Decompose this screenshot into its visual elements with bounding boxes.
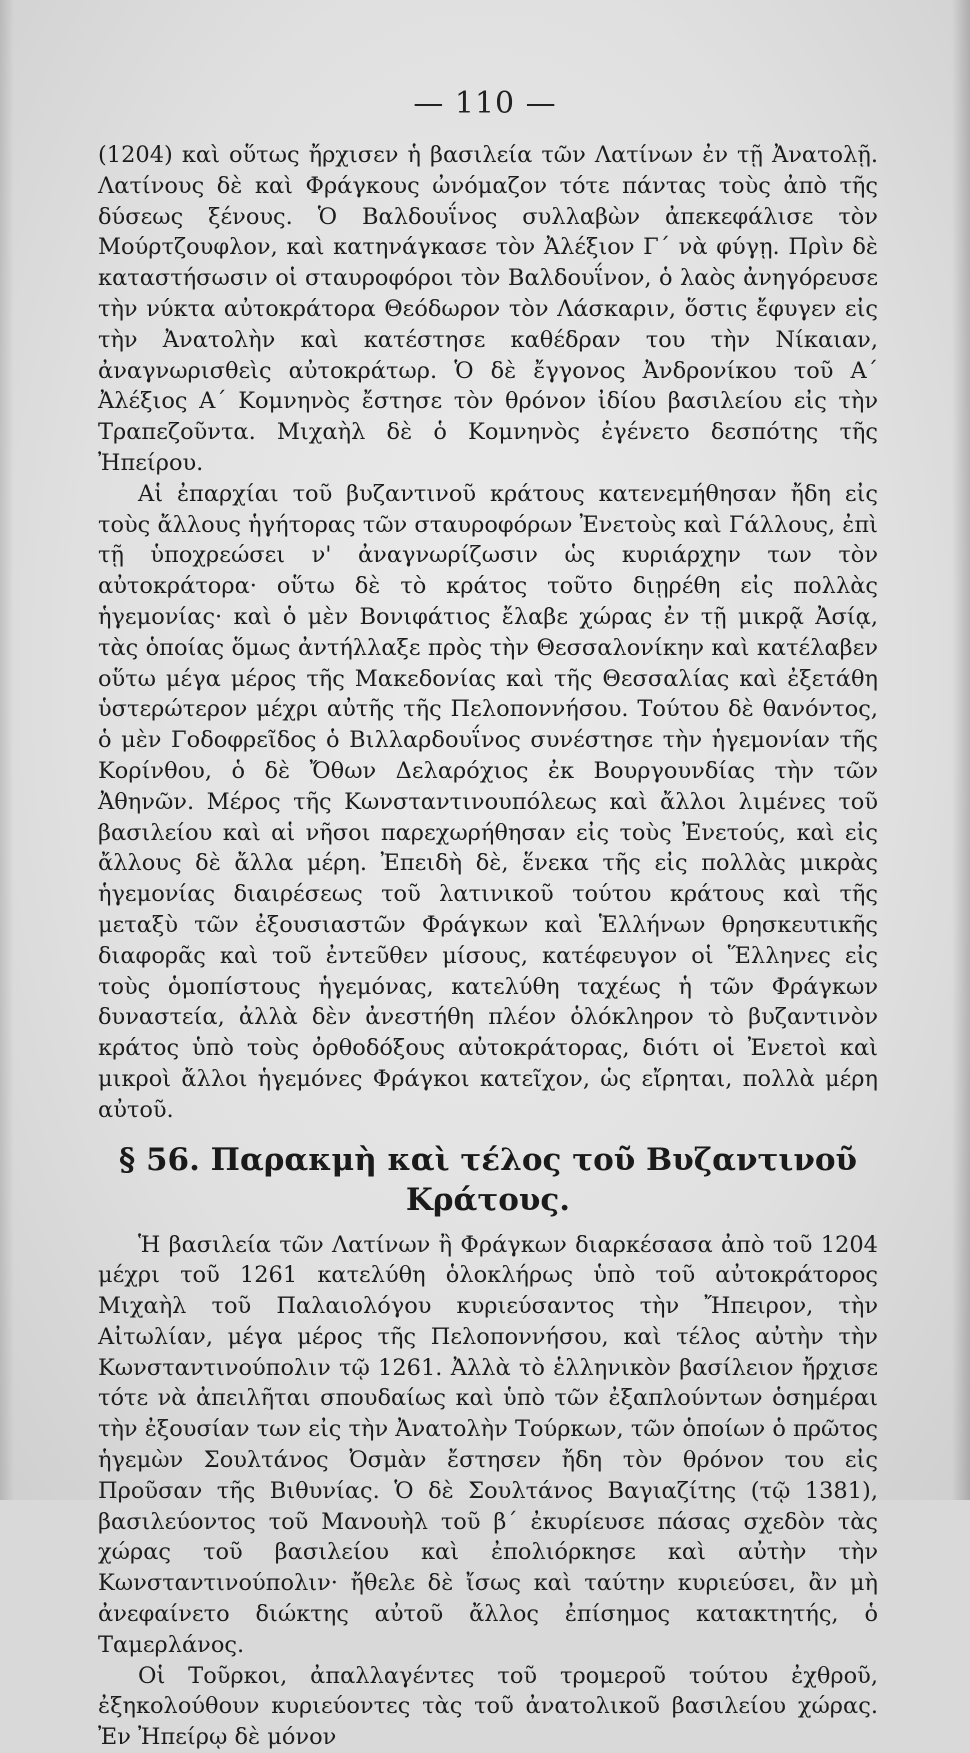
paragraph-1: (1204) καὶ οὕτως ἤρχισεν ἡ βασιλεία τῶν Λατίνων ἐν τῇ Ἀνατολῇ. Λατίνους δὲ καὶ Φράγκους ὠνόμαζον τότε πάντας τοὺς ἀπὸ τῆς δύσεως ξένους. Ὁ Βαλδουΐνος συλλαβὼν ἀπεκεφάλισε τὸν Μούρτζουφλον, καὶ κατηνάγκασε τὸν Ἀλέξιον Γ΄ νὰ φύγῃ. Πρὶν δὲ καταστήσωσιν οἱ σταυροφόροι τὸν Βαλδουΐνον, ὁ λαὸς ἀνηγόρευσε τὴν νύκτα αὐτοκράτορα Θεόδωρον τὸν Λάσκαριν, ὅστις ἔφυγεν εἰς τὴν Ἀνατολὴν καὶ κατέστησε καθέδραν του τὴν Νίκαιαν, ἀναγνωρισθεὶς αὐτοκράτωρ. Ὁ δὲ ἔγγονος Ἀνδρονίκου τοῦ Α΄ Ἀλέξιος Α΄ Κομνηνὸς ἔστησε τὸν θρόνον ἰδίου βασιλείου εἰς τὴν Τραπεζοῦντα. Μιχαὴλ δὲ ὁ Κομνηνὸς ἐγένετο δεσπότης τῆς Ἠπείρου. — [98, 142, 878, 476]
page-number: — 110 — — [413, 86, 557, 121]
paragraph-3: Ἡ βασιλεία τῶν Λατίνων ἢ Φράγκων διαρκέσασα ἀπὸ τοῦ 1204 μέχρι τοῦ 1261 κατελύθη ὁλοκλήρως ὑπὸ τοῦ αὐτοκράτορος Μιχαὴλ τοῦ Παλαιολόγου κυριεύσαντος τὴν Ἤπειρον, τὴν Αἰτωλίαν, μέγα μέρος τῆς Πελοποννήσου, καὶ τέλος αὐτὴν τὴν Κωνσταντινούπολιν τῷ 1261. Ἀλλὰ τὸ ἑλληνικὸν βασίλειον ἤρχισε τότε νὰ ἀπειλῆται σπουδαίως καὶ ὑπὸ τῶν ἐξαπλούντων ὁσημέραι τὴν ἐξουσίαν των εἰς τὴν Ἀνατολὴν Τούρκων, τῶν ὁποίων ὁ πρῶτος ἡγεμὼν Σουλτάνος Ὀσμὰν ἔστησεν ἤδη τὸν θρόνον του εἰς Προῦσαν τῆς Βιθυνίας. Ὁ δὲ Σουλτάνος Βαγιαζίτης (τῷ 1381), βασιλεύοντος τοῦ Μανουὴλ τοῦ β΄ ἐκυρίευσε πάσας σχεδὸν τὰς χώρας τοῦ βασιλείου καὶ ἐπολιόρκησε καὶ αὐτὴν τὴν Κωνσταντινούπολιν· ἤθελε δὲ ἴσως καὶ ταύτην κυριεύσει, ἂν μὴ ἀνεφαίνετο διώκτης αὐτοῦ ἄλλος ἐπίσημος κατακτητής, ὁ Ταμερλάνος. — [98, 1231, 878, 1658]
section-heading: § 56. Παρακμὴ καὶ τέλος τοῦ Βυζαντινοῦ Κράτους. — [118, 1141, 858, 1218]
page-edge-shadow-right — [952, 0, 970, 1500]
paragraph-4: Οἱ Τοῦρκοι, ἀπαλλαγέντες τοῦ τρομεροῦ τούτου ἐχθροῦ, ἐξηκολούθουν κυριεύοντες τὰς τοῦ ἀνατολικοῦ βασιλείου χώρας. Ἐν Ἠπείρῳ δὲ μόνον — [98, 1662, 878, 1751]
paragraph-2: Αἱ ἐπαρχίαι τοῦ βυζαντινοῦ κράτους κατενεμήθησαν ἤδη εἰς τοὺς ἄλλους ἡγήτορας τῶν σταυροφόρων Ἐνετοὺς καὶ Γάλλους, ἐπὶ τῇ ὑποχρεώσει ν' ἀναγνωρίζωσιν ὡς κυριάρχην των τὸν αὐτοκράτορα· οὕτω δὲ τὸ κράτος τοῦτο διῃρέθη εἰς πολλὰς ἡγεμονίας· καὶ ὁ μὲν Βονιφάτιος ἔλαβε χώρας ἐν τῇ μικρᾷ Ἀσίᾳ, τὰς ὁποίας ὅμως ἀντήλλαξε πρὸς τὴν Θεσσαλονίκην καὶ κατέλαβεν οὕτω μέγα μέρος τῆς Μακεδονίας καὶ τῆς Θεσσαλίας καὶ ἐξετάθη ὑστερώτερον μέχρι αὐτῆς τῆς Πελοποννήσου. Τούτου δὲ θανόντος, ὁ μὲν Γοδοφρεῖδος ὁ Βιλλαρδουΐνος συνέστησε τὴν ἡγεμονίαν τῆς Κορίνθου, ὁ δὲ Ὄθων Δελαρόχιος ἐκ Βουργουνδίας τὴν τῶν Ἀθηνῶν. Μέρος τῆς Κωνσταντινουπόλεως καὶ ἄλλοι λιμένες τοῦ βασιλείου καὶ αἱ νῆσοι παρεχωρήθησαν εἰς τοὺς Ἐνετούς, καὶ εἰς ἄλλους δὲ ἄλλα μέρη. Ἐπειδὴ δὲ, ἕνεκα τῆς εἰς πολλὰς μικρὰς ἡγεμονίας διαιρέσεως τοῦ λατινικοῦ τούτου κράτους καὶ τῆς μεταξὺ τῶν ἐξουσιαστῶν Φράγκων καὶ Ἑλλήνων θρησκευτικῆς διαφορᾶς καὶ τοῦ ἐντεῦθεν μίσους, κατέφευγον οἱ Ἕλληνες εἰς τοὺς ὁμοπίστους ἡγεμόνας, κατελύθη ταχέως ἡ τῶν Φράγκων δυναστεία, ἀλλὰ δὲν ἀνεστήθη πλέον ὁλόκληρον τὸ βυζαντινὸν κράτος ὑπὸ τοὺς ὀρθοδόξους αὐτοκράτορας, διότι οἱ Ἐνετοὶ καὶ μικροὶ ἄλλοι ἡγεμόνες Φράγκοι κατεῖχον, ὡς εἴρηται, πολλὰ μέρη αὐτοῦ. — [98, 480, 878, 1123]
body-text — [98, 140, 878, 1753]
page-edge-shadow-left — [0, 0, 14, 1500]
